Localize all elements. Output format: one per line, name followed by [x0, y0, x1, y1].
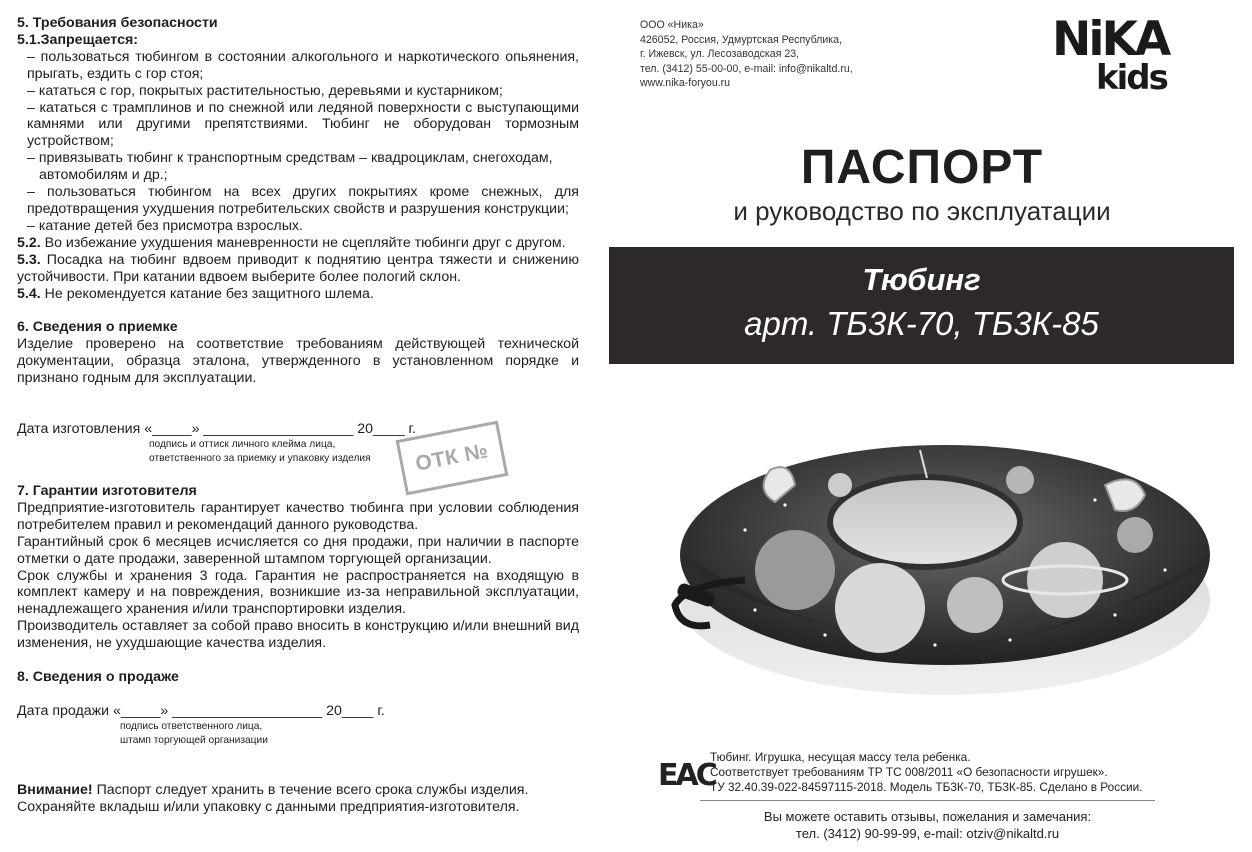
- warranty-paragraph: Предприятие-изготовитель гарантирует качество тюбинга при условии соблюдения потребителем правил и рекомендаций данного руководства.: [17, 499, 579, 533]
- section-5-title: 5. Требования безопасности: [17, 15, 218, 31]
- rule-item: – катание детей без присмотра взрослых.: [27, 217, 303, 234]
- left-page: [17, 15, 579, 816]
- page-title: ПАСПОРТ: [800, 141, 1044, 194]
- rule-item: – привязывать тюбинг к транспортным средствам – квадроциклам, снегоходам,: [27, 150, 553, 167]
- warning-line: Внимание! Паспорт следует хранить в течение всего срока службы изделия.: [17, 782, 529, 798]
- warranty-paragraph: Производитель оставляет за собой право вносить в конструкцию и/или внешний вид изменения, не ухудшающие качества изделия.: [17, 618, 579, 652]
- tubing-image: [665, 430, 1225, 700]
- feedback-info: Вы можете оставить отзывы, пожелания и замечания: тел. (3412) 90-99-99, e-mail: otziv@nikaltd.ru: [763, 809, 1092, 841]
- signature-note: ответственного за приемку и упаковку изделия: [149, 453, 371, 465]
- certification-info: Тюбинг. Игрушка, несущая массу тела ребенка. Соответствует требованиям ТР ТС 008/2011 «О безопасности игрушек». ТУ 32.40.39-022-84597115-2018. Модель ТБ3К-70, ТБ3К-85. Сделано в России.: [710, 750, 1143, 794]
- signature-note: штамп торгующей организации: [120, 735, 268, 746]
- page-subtitle: и руководство по эксплуатации: [733, 196, 1111, 226]
- warning-line: Сохраняйте вкладыш и/или упаковку с данными предприятия-изготовителя.: [17, 798, 520, 815]
- section-7-title: 7. Гарантии изготовителя: [17, 483, 197, 500]
- eac-mark: [658, 752, 715, 793]
- section-6-title: 6. Сведения о приемке: [17, 319, 178, 336]
- company-info: ООО «Ника» 426052, Россия, Удмуртская Республика, г. Ижевск, ул. Лесозаводская 23, тел. (3412) 55-00-00, e-mail: info@nikaltd.ru, www.nika-foryou.ru: [640, 19, 853, 89]
- warranty-paragraph: Срок службы и хранения 3 года. Гарантия не распространяется на входящую в комплект камеру и на повреждения, возникшие из-за неправильной эксплуатации, ненадлежащего хранения и/или транспортировки изделия.: [17, 567, 579, 618]
- section-8-title: 8. Сведения о продаже: [17, 669, 179, 686]
- sale-date-line: Дата продажи «_____» ___________________ 20____ г.: [17, 703, 385, 719]
- divider: [700, 800, 1155, 801]
- paragraph-5-2: 5.2. Во избежание ухудшения маневренности не сцепляйте тюбинги друг с другом.: [17, 234, 566, 251]
- section-5-1-title: 5.1.Запрещается:: [17, 31, 138, 48]
- rule-item: – кататься с гор, покрытых растительностью, деревьями и кустарником;: [27, 82, 503, 99]
- manufacture-date-line: Дата изготовления «_____» ___________________ 20____ г.: [17, 421, 416, 438]
- product-article: арт. ТБ3К-70, ТБ3К-85: [744, 305, 1099, 342]
- rule-item: – пользоваться тюбингом на всех других покрытиях кроме снежных, для предотвращения ухудшения потребительских свойств и разрушения конструкции;: [27, 184, 579, 217]
- paragraph-5-3: 5.3. Посадка на тюбинг вдвоем приводит к поднятию центра тяжести и снижению устойчивости. При катании вдвоем выберите более пологий склон.: [17, 251, 579, 285]
- otk-stamp: ОТК №: [396, 421, 509, 496]
- paragraph-5-4: 5.4. Не рекомендуется катание без защитного шлема.: [17, 285, 374, 302]
- signature-note: подпись и оттиск личного клейма лица,: [149, 439, 336, 451]
- nika-kids-logo: NiKA kids: [1052, 12, 1169, 98]
- product-name: Тюбинг: [862, 262, 981, 297]
- rule-item: – пользоваться тюбингом в состоянии алкогольного и наркотического опьянения, прыгать, ездить с гор стоя;: [27, 48, 579, 82]
- rule-item: – кататься с трамплинов и по снежной или ледяной поверхности с выступающими камнями или другими препятствиями. Тюбинг не оборудован тормозным устройством;: [27, 99, 579, 150]
- product-banner: [609, 247, 1234, 364]
- section-6-text: Изделие проверено на соответствие требованиям действующей технической документации, образца эталона, утвержденного в установленном порядке и признано годным для эксплуатации.: [17, 336, 579, 387]
- signature-note: подпись ответственного лица,: [120, 721, 263, 732]
- warranty-paragraph: Гарантийный срок 6 месяцев исчисляется со дня продажи, при наличии в паспорте отметки о дате продажи, заверенной штампом торгующей организации.: [17, 533, 579, 567]
- svg-text:EAC: EAC: [658, 758, 715, 793]
- rule-item-continued: автомобилям и др.;: [39, 167, 168, 184]
